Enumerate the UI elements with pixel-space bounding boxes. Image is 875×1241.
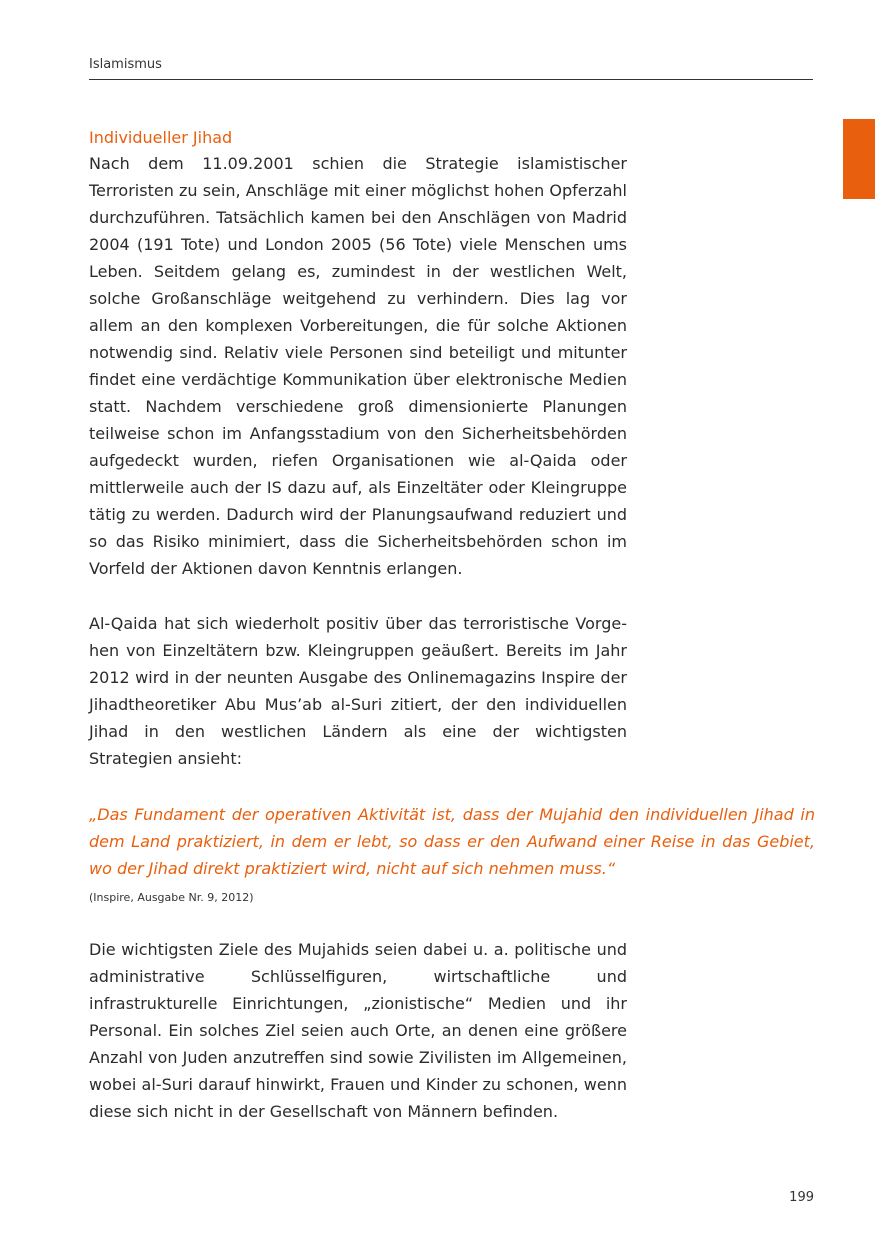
chapter-tab-marker (843, 119, 875, 199)
header-divider (89, 79, 813, 80)
body-paragraph-2: Al-Qaida hat sich wiederholt positiv über das terroristische Vorgehen von Einzeltätern bzw. Kleingruppen geäußert. Bereits im Jahr 2012 wird in der neunten Ausgabe des Onlinemagazins Inspire der Jihadtheoretiker Abu Mus’ab al-Suri zitiert, der den individuellen Jihad in den westlichen Ländern als eine der wichtigsten Strategien ansieht: (89, 614, 627, 768)
running-header: Islamismus (89, 57, 162, 72)
body-paragraph-3: Die wichtigsten Ziele des Mujahids seien dabei u. a. politische und administrative Schlüsselfiguren, wirtschaftliche und infrastrukturelle Einrichtungen, „zionistische“ Medien und ihr Personal. Ein solches Ziel seien auch Orte, an denen eine größere Anzahl von Juden anzutreffen sind sowie Zivilisten im Allgemeinen, wobei al-Suri darauf hinwirkt, Frauen und Kinder zu schonen, wenn diese sich nicht in der Gesellschaft von Männern befinden. (89, 940, 627, 1121)
quote-source: (Inspire, Ausgabe Nr. 9, 2012) (89, 891, 254, 904)
section-heading: Individueller Jihad (89, 128, 233, 147)
page-number: 199 (789, 1190, 814, 1205)
body-paragraph-1: Nach dem 11.09.2001 schien die Strategie islamistischer Terroristen zu sein, Anschläge mit einer möglichst hohen Opferzahl durchzuführen. Tatsächlich kamen bei den Anschlägen von Madrid 2004 (191 Tote) und London 2005 (56 Tote) viele Menschen ums Leben. Seitdem gelang es, zumindest in der westlichen Welt, solche Großanschläge weitgehend zu verhindern. Dies lag vor allem an den komplexen Vorbereitungen, die für solche Aktionen notwendig sind. Relativ viele Personen sind beteiligt und mitunter findet eine verdächtige Kommunikation über elektronische Medien statt. Nachdem verschiedene groß dimensionierte Planungen teilweise schon im Anfangsstadium von den Sicherheitsbehörden aufgedeckt wurden, riefen Organisationen wie al-Qaida oder mittlerweile auch der IS dazu auf, als Einzeltäter oder Kleingruppe tätig zu werden. Dadurch wird der Planungsaufwand reduziert und so das Risiko minimiert, dass die Sicherheitsbehörden schon im Vorfeld der Aktionen davon Kenntnis erlangen. (89, 154, 627, 578)
block-quote: „Das Fundament der operativen Aktivität ist, dass der Mujahid den individuellen Jihad in dem Land praktiziert, in dem er lebt, so dass er den Aufwand einer Reise in das Gebiet, wo der Jihad direkt praktiziert wird, nicht auf sich nehmen muss.“ (89, 805, 815, 878)
